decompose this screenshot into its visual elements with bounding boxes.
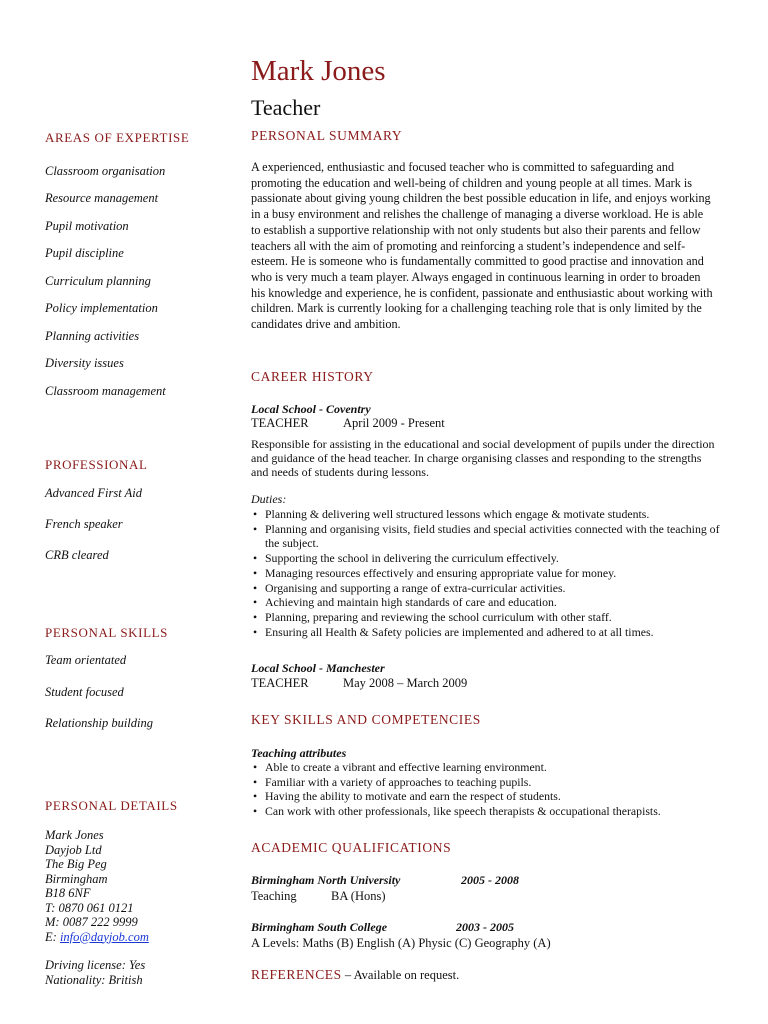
skill-item: Team orientated (45, 653, 127, 667)
teaching-attributes-label: Teaching attributes (251, 746, 347, 760)
personal-details-heading: PERSONAL DETAILS (45, 798, 178, 813)
qualification-2-detail: A Levels: Maths (B) English (A) Physic (C) Geography (A) (251, 936, 551, 950)
list-item: • Can work with other professionals, like speech therapists & occupational therapists. (251, 804, 721, 819)
job1-employer: Local School - Coventry (251, 402, 371, 416)
expertise-item: Pupil motivation (45, 219, 129, 233)
detail-telephone: T: 0870 061 0121 (45, 900, 134, 915)
duties-word: Duties (251, 492, 283, 506)
job1-role-line (251, 416, 445, 431)
job2-dates: May 2008 – March 2009 (343, 676, 468, 690)
q1-years: 2005 - 2008 (461, 873, 519, 887)
q2-years: 2003 - 2005 (456, 920, 514, 934)
job1-dates: April 2009 - Present (343, 416, 445, 430)
list-item: • Familiar with a variety of approaches to teaching pupils. (251, 775, 721, 790)
expertise-item: Pupil discipline (45, 246, 124, 260)
detail-email-row (45, 930, 149, 945)
detail-street: The Big Peg (45, 857, 107, 871)
list-item: • Having the ability to motivate and earn the respect of students. (251, 789, 721, 804)
key-skills-heading: KEY SKILLS AND COMPETENCIES (251, 712, 481, 727)
q1-award: BA (Hons) (331, 889, 386, 903)
list-item: • Achieving and maintain high standards of care and education. (251, 595, 721, 610)
qualifications-heading: ACADEMIC QUALIFICATIONS (251, 840, 452, 855)
skills-list (251, 760, 721, 819)
list-item: • Planning & delivering well structured lessons which engage & motivate students. (251, 507, 721, 522)
skill-item: Relationship building (45, 716, 153, 730)
qualification-1-header (251, 873, 519, 888)
expertise-item: Policy implementation (45, 301, 158, 315)
personal-skills-heading: PERSONAL SKILLS (45, 625, 169, 640)
skill-item: Student focused (45, 685, 124, 699)
professional-item: French speaker (45, 517, 123, 531)
detail-nationality: Nationality: British (45, 972, 143, 987)
q1-institution: Birmingham North University (251, 873, 401, 887)
job-title: Teacher (251, 95, 321, 120)
expertise-heading: AREAS OF EXPERTISE (45, 130, 190, 145)
duties-label (251, 492, 286, 507)
expertise-item: Planning activities (45, 329, 140, 343)
expertise-item: Curriculum planning (45, 274, 151, 288)
expertise-item: Diversity issues (45, 356, 124, 370)
expertise-item: Classroom management (45, 384, 166, 398)
list-item: • Planning and organising visits, field studies and special activities connected with the teaching of the subject. (251, 522, 721, 551)
list-item: • Organising and supporting a range of extra-curricular activities. (251, 581, 721, 596)
email-link[interactable]: info@dayjob.com (59, 929, 149, 944)
q2-institution: Birmingham South College (251, 920, 388, 934)
expertise-item: Resource management (45, 191, 159, 205)
list-item: • Managing resources effectively and ensuring appropriate value for money. (251, 566, 721, 581)
duties-colon: : (282, 492, 287, 506)
job2-employer: Local School - Manchester (251, 661, 385, 675)
q1-subject: Teaching (251, 889, 297, 903)
job2-title: TEACHER (251, 676, 309, 690)
detail-postcode: B18 6NF (45, 886, 91, 900)
list-item: • Able to create a vibrant and effective learning environment. (251, 760, 721, 775)
list-item: • Supporting the school in delivering the curriculum effectively. (251, 551, 721, 566)
job1-description: Responsible for assisting in the educational and social development of pupils under the direction and guidance of the head teacher. In charge organising classes and responding to the strengths and needs of students during lessons. (251, 437, 715, 479)
duties-list (251, 507, 721, 639)
personal-details (45, 828, 149, 987)
spacer (45, 944, 149, 958)
qualification-1-detail (251, 889, 386, 904)
professional-item: CRB cleared (45, 548, 109, 562)
professional-heading: PROFESSIONAL (45, 457, 148, 472)
references-line (251, 966, 459, 984)
expertise-item: Classroom organisation (45, 164, 166, 178)
email-prefix: E: (45, 929, 60, 944)
detail-name: Mark Jones (45, 828, 104, 842)
candidate-name: Mark Jones (251, 55, 386, 87)
professional-item: Advanced First Aid (45, 486, 142, 500)
job2-role-line (251, 676, 467, 691)
references-heading: REFERENCES (251, 967, 342, 982)
qualification-2-header (251, 920, 514, 935)
detail-company: Dayjob Ltd (45, 842, 102, 857)
detail-driving: Driving license: Yes (45, 958, 146, 972)
summary-heading: PERSONAL SUMMARY (251, 128, 403, 143)
list-item: • Ensuring all Health & Safety policies are implemented and adhered to at all times. (251, 625, 721, 640)
career-heading: CAREER HISTORY (251, 369, 374, 384)
references-text: – Available on request. (341, 968, 460, 982)
list-item: • Planning, preparing and reviewing the school curriculum with other staff. (251, 610, 721, 625)
detail-city: Birmingham (45, 871, 108, 886)
job1-title: TEACHER (251, 416, 309, 430)
detail-mobile: M: 0087 222 9999 (45, 915, 138, 929)
summary-text: A experienced, enthusiastic and focused teacher who is committed to safeguarding and promoting the education and well-being of children and young people at all times. Mark is passionate about giving young children the best possible education in life, and enjoys working in a busy environment and relishes the challenge of managing a diverse workload. He is able to establish a supportive relationship with not only students but also their parents and fellow teachers all with the aim of promoting and reinforcing a student’s independence and self-esteem. He is someone who is fundamentally committed to good practise and innovation and who is very much a team player. Always engaged in continuous learning in order to broaden his knowledge and experience, he is confident, passionate and enthusiastic about working with children. Mark is currently looking for a challenging teaching role that is only limited by the candidates drive and ambition. (251, 160, 713, 332)
